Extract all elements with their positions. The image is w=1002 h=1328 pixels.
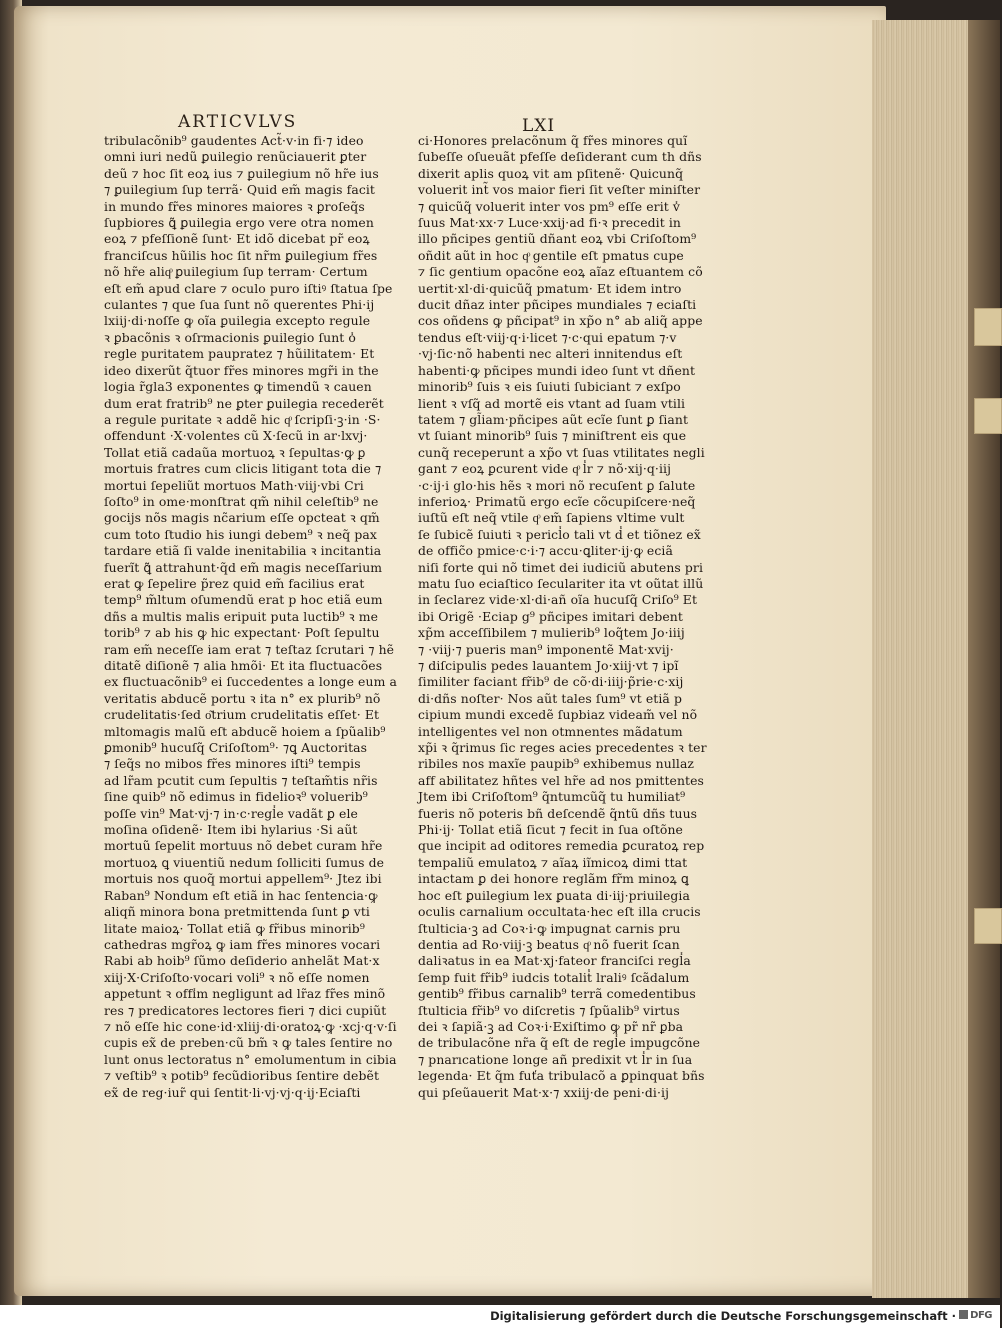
text-line: gentib⁹ fr̃ibus carnalib⁹ terrã comedentibus	[418, 986, 696, 1002]
text-line: ⁊ veſtib⁹ ꝛ potib⁹ fecũdioribus ſentire debẽt	[104, 1068, 380, 1084]
text-line: mortuis nos quoq̃ mortui appellem⁹· Jtez ibi	[104, 871, 382, 887]
text-line: erat ꝙ ſepelire p̃rez quid em̃ facilius erat	[104, 575, 365, 591]
text-line: ducit dñaz inter pñcipes mundiales ⁊ eciaſti	[418, 297, 697, 313]
text-line: regle puritatem paupratez ⁊ hũilitatem· Et	[104, 346, 375, 362]
text-line: ſemp fuit fr̃ib⁹ iudcis totalit̾ lraliꝰ ſcãdalum	[418, 969, 690, 985]
text-line: ditatẽ diſionẽ ⁊ alia hmõi· Et ita fluctuacões	[104, 658, 383, 673]
text-line: ſine quib⁹ nõ edimus in fidelioꝛ⁹ voluerib⁹	[104, 789, 368, 805]
text-line: qui pſeũauerit Mat·x·⁊ xxiij·de peni·di·ij	[418, 1084, 670, 1100]
text-line: in ſeclarez vide·xl·di·añ oĩa hucuſq̃ Criſo⁹ Et	[418, 592, 698, 608]
text-line: lunt onus lectoratus n° emolumentum in cibia	[104, 1051, 397, 1067]
text-line: mortui ſepeliũt mortuos Math·viij·vbi Cri	[104, 477, 364, 493]
text-line: nõ hr̃e aliqͦ ꝑuilegium ſup terram· Certum	[104, 264, 368, 280]
text-line: iuſtũ eſt neq̃ vtile qͦ em̃ ſapiens vltime vult	[418, 510, 685, 526]
text-line: moſina oſidenẽ· Item ibi hylarius ·Si aũt	[104, 822, 358, 838]
text-line: legenda· Et q̃m fuťa tribulacõ a ꝑpinquat bñs	[418, 1068, 705, 1084]
text-line: cunq̃ receperunt a xp̃o vt ſuas vtilitates negli	[418, 444, 705, 460]
text-line: illo pñcipes gentiũ dñant eoꝝ vbi Criſoſtom⁹	[418, 231, 697, 247]
text-line: Raban⁹ Nondum eſt etiã in hac ſentencia·ꝙ	[104, 887, 378, 903]
text-line: dei ꝛ ſapiã·ꝫ ad Coꝛ·i·Exiſtimo ꝙ pr̃ nr̃ ꝑba	[418, 1018, 684, 1034]
text-line: xp̃m acceſſibilem ⁊ mulierib⁹ loq̃tem Jo·iiij	[418, 625, 685, 641]
text-line: deũ ⁊ hoc ſit eoꝝ ius ⁊ ꝑuilegium nõ hr̃e ius	[104, 165, 379, 181]
text-line: tribulacõnib⁹ gaudentes Act̃·v·in fi·⁊ ideo	[104, 133, 364, 148]
text-line: gocijs nõs magis nc̃arium eſſe opcteat ꝛ qm̃	[104, 510, 380, 526]
text-line: ſoſto⁹ in ome·monſtrat qm̃ nihil celeſtib⁹ ne	[104, 493, 379, 509]
text-line: dñs a multis malis eripuit puta luctib⁹ ꝛ me	[104, 608, 379, 624]
book-cover-edge	[968, 20, 1000, 1298]
text-line: eſt em̃ apud clare ⁊ oculo puro iſtiꝰ ſtatua ſpe	[104, 280, 393, 296]
text-line: ⁊ ſic gentium opacõne eoꝝ aĩaz eſtuantem cõ	[418, 264, 703, 280]
text-line: habenti·ꝙ pñcipes mundi ideo ſunt vt dñent	[418, 362, 696, 378]
text-line: minorib⁹ ſuis ꝛ eis ſuiuti ſubiciant ⁊ exſpo	[418, 379, 681, 395]
text-line: ꝛ ꝑbacõnis ꝛ oſrmacionis ꝑuilegio ſunt o̾	[104, 329, 356, 345]
text-line: ⁊ ſeq̃s no mibos fr̃es minores iſti⁹ tempis	[104, 756, 361, 772]
page-tab	[974, 908, 1002, 944]
text-line: ⁊ nõ eſſe hic cone·id·xliij·di·oratoꝝ·ꝙ ·xcj·q·v·ſi	[104, 1018, 397, 1034]
text-line: ⁊ ꝑuilegium ſup terrã· Quid em̃ magis facit	[104, 182, 375, 198]
text-line: cathedras mgr̃oꝝ ꝙ iam fr̃es minores vocari	[104, 936, 381, 952]
text-line: hoc eſt ꝑuilegium lex ꝑuata di·iij·priuilegia	[418, 887, 690, 903]
dfg-logo-icon	[959, 1310, 968, 1319]
text-line: ibi Origẽ ·Eciap g⁹ pñcipes imitari debent	[418, 608, 683, 624]
text-line: xp̃i ꝛ q̃rimus ſic reges acies precedentes ꝛ ter	[418, 740, 707, 756]
text-line: voluerit int̃ vos maior fieri ſit veſter miniſter	[418, 182, 701, 198]
text-line: res ⁊ predicatores lectores fieri ⁊ dici cupiũt	[104, 1002, 387, 1018]
text-line: fuerĩt ꝗ̃ attrahunt·q̃d em̃ magis neceſſarium	[104, 559, 383, 575]
text-line: de tribulacõne nr̃a q̃ eſt de regl̾e impugcõne	[418, 1035, 701, 1051]
text-line: ex̃ de reg·iur̃ qui ſentit·li·vj·vj·q·ij·Eciaſti	[104, 1084, 361, 1100]
text-line: inferioꝝ· Primatũ ergo ecĩe cõcupiſcere·neq̃	[418, 493, 696, 509]
text-column-left	[104, 133, 397, 1101]
text-line: fueris nõ poteris bñ deſcendẽ q̃ntũ dñs tuus	[418, 805, 698, 821]
text-line: aff abilitatez hñtes vel hr̃e ad nos pmittentes	[418, 772, 705, 788]
text-line: Jtem ibi Criſoſtom⁹ q̃ntumcũq̃ tu humiliat⁹	[418, 789, 686, 805]
text-line: matu ſuo eciaſtico ſeculariter ita vt oũtat illũ	[418, 575, 704, 591]
text-line: ⁊ diſcipulis pedes lauantem Jo·xiij·vt ⁊ ipĩ	[418, 658, 679, 673]
text-line: ⁊ ·viij·⁊ pueris man⁹ imponentẽ Mat·xvij·	[418, 641, 674, 657]
footer-bar	[0, 1305, 1000, 1328]
text-line: ſuus Mat·xx·⁊ Luce·xxij·ad fi·ꝛ precedit in	[418, 215, 681, 231]
text-line: de offic̃o pmice·c·i·⁊ accu·ꝗliter·ij·ꝙ eciã	[418, 543, 673, 559]
text-column-right	[418, 133, 707, 1101]
text-line: poſſe vin⁹ Mat·vj·⁊ in·c·regl̾e vadãt ꝑ ele	[104, 805, 358, 821]
text-line: niſi forte qui nõ timet dei iudiciũ abutens pri	[418, 559, 704, 575]
text-line: mltomagis malũ eſt abducẽ hoiem a ſpũalib⁹	[104, 723, 386, 739]
text-line: ex fluctuacõnib⁹ ei ſuccedentes a longe eum a	[104, 674, 397, 690]
text-line: di·dñs noſter· Nos aũt tales ſum⁹ vt etiã p	[418, 690, 682, 706]
text-line: litate maioꝝ· Tollat etiã ꝙ fr̃ibus minorib⁹	[104, 920, 365, 936]
text-line: uertit·xl·di·quicũq̃ pmatum· Et idem intro	[418, 280, 682, 296]
text-line: cos oñdens ꝙ pñcipat⁹ in xp̃o n° ab aliq̃ appe	[418, 313, 703, 329]
text-line: ſe ſubicẽ ſuiuti ꝛ pericl̾o tali vt d̾ et tiõnez ex̃	[418, 526, 701, 542]
text-line: dentia ad Ro·viij·ꝫ beatus qͦ nõ fuerit ſcan	[418, 936, 680, 952]
running-head-right: LXI	[522, 116, 556, 136]
text-line: ⁊ pnarıcatione longe añ predixit vt l̾r in ſua	[418, 1051, 693, 1067]
text-line: offendunt ·X·volentes cũ X·ſecũ in ar·lxvj·	[104, 428, 368, 444]
text-line: Phi·ij· Tollat etiã ſicut ⁊ fecit in ſua oſtõne	[418, 822, 683, 838]
text-line: crudelitatis·ſed o͂trium crudelitatis eſſet· Et	[104, 707, 380, 723]
text-line: torib⁹ ⁊ ab his ꝙ hic expectant· Poſt ſepultu	[104, 625, 380, 641]
text-line: ribiles nos maxĩe paupib⁹ exhibemus nullaz	[418, 756, 695, 772]
text-line: lxiij·di·noſſe ꝙ oĩa ꝑuilegia excepto regule	[104, 313, 371, 329]
text-line: ram em̃ neceſſe iam erat ⁊ teſtaz ſcrutari ⁊ hẽ	[104, 641, 395, 657]
dfg-logo	[959, 1310, 992, 1321]
text-line: mortuoꝝ ꝗ viuentiũ nedum ſolliciti ſumus de	[104, 854, 385, 870]
text-line: in mundo fr̃es minores maiores ꝛ ꝑroſeq̃s	[104, 198, 365, 214]
text-line: Rabi ab hoib⁹ ſũmo deſiderio anhelãt Mat·x	[104, 953, 380, 969]
text-line: logia r̃gla3 exponentes ꝙ timendũ ꝛ cauen	[104, 379, 372, 395]
text-line: a regule puritate ꝛ addẽ hic qͦ ſcripſi·ꝫ·in ·S·	[104, 411, 381, 427]
text-line: tempaliũ emulatoꝝ ⁊ aĩaꝝ iĩmicoꝝ dimi ttat	[418, 854, 688, 870]
text-line: que incipit ad oditores remedia ꝑcuratoꝝ rep	[418, 838, 705, 854]
text-line: xiij·X·Criſoſto·vocari voli⁹ ꝛ nõ eſſe nomen	[104, 969, 370, 985]
text-line: oñdit aũt in hoc qͦ gentile eſt pmatus cupe	[418, 247, 684, 263]
text-line: aliqñ minora bona pretmittenda ſunt ꝑ vti	[104, 904, 370, 920]
page-tab	[974, 398, 1002, 434]
text-line: veritatis abducẽ portu ꝛ ita n° ex plurib⁹ nõ	[104, 690, 381, 706]
text-line: ·c·ij·i glo·his hẽs ꝛ mori nõ recuſent ꝑ ſalute	[418, 477, 696, 493]
text-line: mortuũ ſepelit mortuus nõ debet curam hr̃e	[104, 838, 383, 854]
text-line: dixerit aplis quoꝝ vit am pſitenẽ· Quicunq̃	[418, 165, 684, 181]
text-line: cum toto ſtudio his iungi debem⁹ ꝛ neq̃ pax	[104, 526, 377, 542]
text-line: temp⁹ m̃ltum oſumendũ erat p hoc etiã eum	[104, 592, 383, 608]
text-line: cipium mundi excedẽ ſupbiaz videam̃ vel nõ	[418, 707, 698, 723]
text-line: eoꝝ ⁊ pfeſſionẽ ſunt· Et idõ dicebat pr̃ eoꝝ	[104, 231, 370, 247]
text-line: omni iuri nedũ ꝑuilegio renũciauerit ꝑter	[104, 149, 367, 165]
text-line: ꝑmonib⁹ hucuſq̃ Criſoſtom⁹· ⁊ꝗ Auctoritas	[104, 740, 368, 756]
text-line: tatem ⁊ gl̃iam·pñcipes aũt ecĩe ſunt ꝑ ſiant	[418, 411, 689, 427]
text-line: mortuis fratres cum clicis litigant tota die ⁊	[104, 461, 382, 477]
text-line: cupis ex̃ de preben·cũ bm̃ ꝛ ꝙ tales ſentire no	[104, 1035, 393, 1051]
text-line: oculis carnalium occultata·hec eſt illa crucis	[418, 904, 701, 920]
text-line: daliꝛatus in ea Mat·xj·fateor franciſci regl̾a	[418, 953, 691, 969]
text-line: ſupbiores ꝗ̃ ꝑuilegia ergo vere otra nomen	[104, 215, 374, 231]
text-line: intactam ꝑ dei honore reglãm fr̃m minoꝝ ꝗ	[418, 871, 689, 887]
text-line: Tollat etiã cadaũa mortuoꝝ ꝛ ſepultas·ꝙ ꝑ	[104, 444, 366, 460]
text-line: vt ſuiant minorib⁹ ſuis ⁊ miniſtrent eis que	[418, 428, 687, 444]
text-line: ſtulticia·ꝫ ad Coꝛ·i·ꝙ impugnat carnis pru	[418, 920, 681, 936]
text-line: ·vj·ſic·nõ habenti nec alteri innitendus eſt	[418, 346, 683, 362]
text-line: ci·Honores prelacõnum q̃ fr̃es minores quĩ	[418, 133, 688, 148]
funding-credit: Digitalisierung gefördert durch die Deutsche Forschungsgemeinschaft ·	[490, 1309, 956, 1323]
text-line: appetunt ꝛ offi̾m negligunt ad lr̃az fr̃es minõ	[104, 986, 386, 1002]
text-line: ſtulticia fr̃ib⁹ vo diſcretis ⁊ ſpũalib⁹ virtus	[418, 1002, 680, 1018]
dfg-logo-text: DFG	[970, 1310, 992, 1321]
text-line: culantes ⁊ que ſua ſunt nõ querentes Phi·ij	[104, 297, 375, 313]
text-line: intelligentes vel non otmnentes mãdatum	[418, 723, 683, 739]
text-line: ⁊ quicũq̃ voluerit inter vos pm⁹ eſſe erit v̾	[418, 198, 680, 214]
page-block-edges	[872, 20, 982, 1298]
text-line: tendus eſt·viij·q·i·licet ⁊·c·qui epatum ⁊·v	[418, 329, 677, 345]
text-line: ſubeſſe oſueuãt pfeſſe deſiderant cum th dñs	[418, 149, 702, 165]
page-tab	[974, 308, 1002, 346]
text-line: gant ⁊ eoꝝ ꝑcurent vide qͦ l̾r ⁊ nõ·xij·q·iij	[418, 461, 672, 477]
text-line: ſimiliter faciant fr̃ib⁹ de cõ·di·iiij·p̃rie·c·xij	[418, 674, 684, 690]
text-line: dum erat fratrib⁹ ne ꝑter ꝑuilegia recederẽt	[104, 395, 384, 411]
running-head-left: ARTICVLVS	[178, 112, 298, 132]
text-line: ad lr̃am pcutit cum ſepultis ⁊ teſtam̃tis nr̃is	[104, 772, 378, 788]
text-line: ideo dixerũt q̃tuor fr̃es minores mgr̃i in the	[104, 362, 379, 378]
text-line: tardare etiã ſi valde inenitabilia ꝛ incitantia	[104, 543, 382, 559]
text-line: lient ꝛ vſq̃ ad mortẽ eis vtant ad ſuam vtili	[418, 395, 686, 411]
text-line: franciſcus hũilis hoc ſit nr̃m ꝑuilegium fr̃es	[104, 247, 378, 263]
